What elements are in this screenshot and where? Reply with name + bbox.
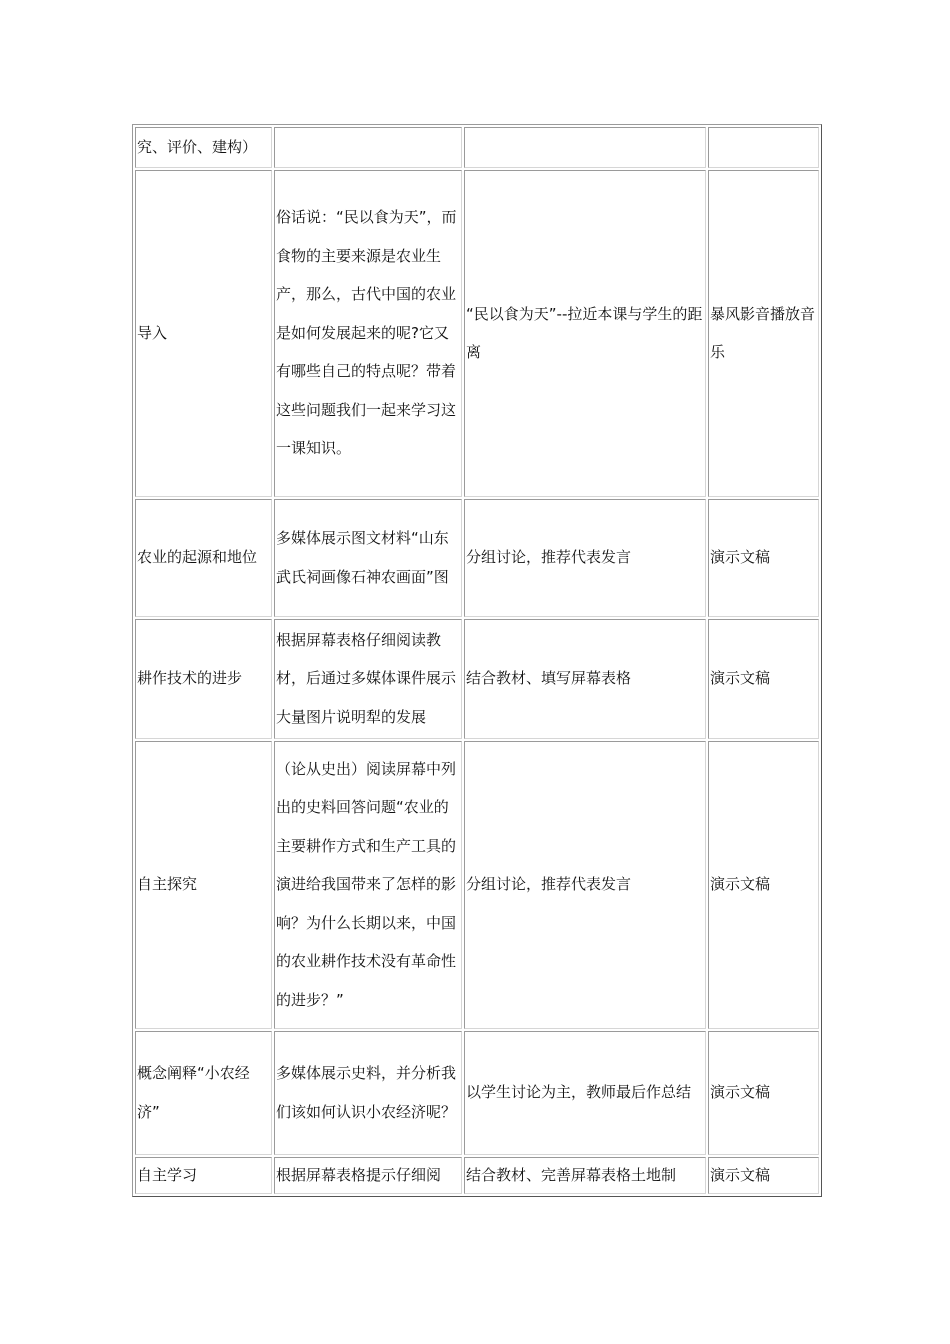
media-cell: 演示文稿	[708, 1157, 819, 1194]
teacher-activity-cell	[274, 127, 462, 168]
stage-cell: 自主探究	[135, 741, 272, 1029]
student-activity-cell: 结合教材、完善屏幕表格土地制	[464, 1157, 706, 1194]
teacher-activity-cell: 多媒体展示史料，并分析我们该如何认识小农经济呢？	[274, 1031, 462, 1155]
table-row	[135, 127, 819, 168]
table-row	[135, 1031, 819, 1155]
table-row	[135, 619, 819, 739]
student-activity-cell: 结合教材、填写屏幕表格	[464, 619, 706, 739]
lesson-plan-table	[132, 124, 822, 1197]
teacher-activity-cell: （论从史出）阅读屏幕中列出的史料回答问题“农业的主要耕作方式和生产工具的演进给我国带来了怎样的影响？为什么长期以来，中国的农业耕作技术没有革命性的进步？”	[274, 741, 462, 1029]
stage-cell: 究、评价、建构）	[135, 127, 272, 168]
student-activity-cell: 以学生讨论为主，教师最后作总结	[464, 1031, 706, 1155]
stage-cell: 概念阐释“小农经济”	[135, 1031, 272, 1155]
stage-cell: 农业的起源和地位	[135, 499, 272, 617]
student-activity-cell	[464, 127, 706, 168]
teacher-activity-cell: 俗话说：“民以食为天”，而食物的主要来源是农业生产，那么，古代中国的农业是如何发展起来的呢?它又有哪些自己的特点呢？带着这些问题我们一起来学习这一课知识。	[274, 170, 462, 497]
table-row	[135, 1157, 819, 1194]
stage-cell: 自主学习	[135, 1157, 272, 1194]
teacher-activity-cell: 多媒体展示图文材料“山东武氏祠画像石神农画面”图	[274, 499, 462, 617]
media-cell: 演示文稿	[708, 619, 819, 739]
media-cell	[708, 127, 819, 168]
media-cell: 暴风影音播放音乐	[708, 170, 819, 497]
stage-cell: 导入	[135, 170, 272, 497]
student-activity-cell: 分组讨论，推荐代表发言	[464, 499, 706, 617]
teacher-activity-cell: 根据屏幕表格提示仔细阅	[274, 1157, 462, 1194]
student-activity-cell: “民以食为天”--拉近本课与学生的距离	[464, 170, 706, 497]
table-row	[135, 170, 819, 497]
stage-cell: 耕作技术的进步	[135, 619, 272, 739]
media-cell: 演示文稿	[708, 499, 819, 617]
student-activity-cell: 分组讨论，推荐代表发言	[464, 741, 706, 1029]
table-row	[135, 499, 819, 617]
media-cell: 演示文稿	[708, 741, 819, 1029]
table-row	[135, 741, 819, 1029]
media-cell: 演示文稿	[708, 1031, 819, 1155]
teacher-activity-cell: 根据屏幕表格仔细阅读教材，后通过多媒体课件展示大量图片说明犁的发展	[274, 619, 462, 739]
